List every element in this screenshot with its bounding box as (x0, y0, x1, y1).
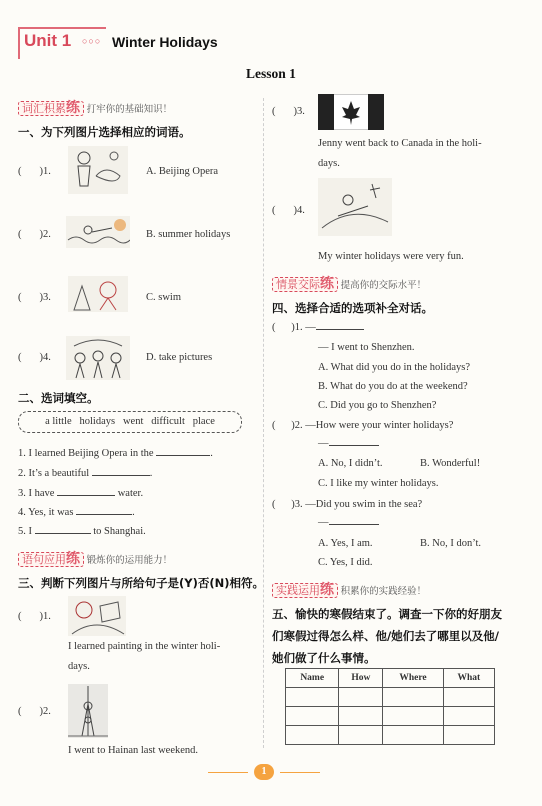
part4-option: B. No, I don’t. (420, 538, 482, 549)
part4-question: ( )1. — (272, 322, 364, 333)
part4-option: A. No, I didn’t. (318, 458, 383, 469)
part4-reply: — (318, 438, 379, 449)
part2-sentence: 5. I to Shanghai. (18, 526, 146, 537)
part3-item: ( )4. (272, 205, 305, 216)
badge-label: 实践运用练 (272, 583, 338, 598)
badge-label: 情景交际练 (272, 277, 338, 292)
word-bank: a little holidays went difficult place (18, 411, 242, 433)
part2-heading: 二、选词填空。 (18, 391, 99, 405)
part3-item: ( )1. (18, 611, 51, 622)
part5-heading-line: 她们做了什么事情。 (272, 651, 376, 665)
part3-sentence: I went to Hainan last weekend. (68, 745, 199, 756)
tower-picture-icon (68, 684, 108, 738)
part4-option: A. Yes, I am. (318, 538, 373, 549)
canada-flag-icon (318, 94, 384, 130)
survey-table (285, 668, 495, 745)
part4-option: C. Yes, I did. (318, 557, 373, 568)
painting-picture-icon (68, 596, 126, 636)
part3-heading: 三、判断下列图片与所给句子是(Y)否(N)相符。 (18, 576, 264, 590)
part4-option: C. Did you go to Shenzhen? (318, 400, 437, 411)
part3-sentence: I learned painting in the winter holi- (68, 641, 221, 652)
part4-option: B. Wonderful! (420, 458, 481, 469)
part1-option: B. summer holidays (146, 229, 231, 240)
part1-heading: 一、为下列图片选择相应的词语。 (18, 125, 191, 139)
footer-line-right (280, 772, 320, 773)
people-picture-icon (68, 146, 128, 194)
section-badge-practice (272, 582, 426, 599)
column-header: Name (286, 669, 339, 688)
table-header-row (286, 669, 495, 688)
section-badge-sentence (18, 551, 172, 568)
part3-item: ( )3. (272, 106, 305, 117)
column-divider (263, 98, 264, 748)
part4-reply: — I went to Shenzhen. (318, 342, 415, 353)
badge-label: 语句应用练 (18, 552, 84, 567)
part1-item: ( )3. (18, 292, 51, 303)
part3-sentence: Jenny went back to Canada in the holi- (318, 138, 482, 149)
badge-tagline: 打牢你的基础知识！ (86, 104, 173, 115)
table-row (286, 688, 495, 707)
column-header: Where (383, 669, 443, 688)
part3-item: ( )2. (18, 706, 51, 717)
unit-label: Unit 1 (24, 31, 72, 50)
part4-heading: 四、选择合适的选项补全对话。 (272, 301, 433, 315)
part5-heading-line: 们寒假过得怎么样、他/她们去了哪里以及他/ (272, 629, 499, 643)
part5-heading-line: 五、愉快的寒假结束了。调查一下你的好朋友 (272, 607, 502, 621)
part3-sentence: days. (318, 158, 340, 169)
section-badge-dialogue (272, 276, 426, 293)
badge-tagline: 积累你的实践经验！ (340, 586, 427, 597)
skiing-picture-icon (318, 178, 392, 236)
unit-dots: ○○○ (82, 36, 102, 46)
opera-picture-icon (68, 276, 128, 312)
column-header: How (339, 669, 383, 688)
part2-sentence: 3. I have water. (18, 488, 144, 499)
part1-item: ( )1. (18, 166, 51, 177)
part1-item: ( )2. (18, 229, 51, 240)
part1-option: D. take pictures (146, 352, 213, 363)
table-row (286, 707, 495, 726)
part4-question: ( )3. —Did you swim in the sea? (272, 499, 423, 510)
part1-option: C. swim (146, 292, 182, 303)
column-header: What (443, 669, 494, 688)
part4-option: C. I like my winter holidays. (318, 478, 439, 489)
table-row (286, 726, 495, 745)
camera-picture-icon (66, 336, 130, 380)
part4-option: B. What do you do at the weekend? (318, 381, 468, 392)
swimmer-picture-icon (66, 216, 130, 248)
section-badge-vocab (18, 100, 172, 117)
part1-item: ( )4. (18, 352, 51, 363)
part4-reply: — (318, 517, 379, 528)
badge-tagline: 锻炼你的运用能力！ (86, 555, 173, 566)
page-number: 1 (254, 764, 274, 780)
part4-option: A. What did you do in the holidays? (318, 362, 471, 373)
part3-sentence: days. (68, 661, 90, 672)
part2-sentence: 4. Yes, it was . (18, 507, 135, 518)
footer-line-left (208, 772, 248, 773)
part2-sentence: 1. I learned Beijing Opera in the . (18, 448, 213, 459)
badge-tagline: 提高你的交际水平！ (340, 280, 427, 291)
part1-option: A. Beijing Opera (146, 166, 219, 177)
unit-title: Winter Holidays (112, 34, 218, 50)
part3-sentence: My winter holidays were very fun. (318, 251, 464, 262)
lesson-title: Lesson 1 (246, 66, 296, 81)
part2-sentence: 2. It’s a beautiful . (18, 468, 153, 479)
badge-label: 词汇积累练 (18, 101, 84, 116)
part4-question: ( )2. —How were your winter holidays? (272, 420, 454, 431)
